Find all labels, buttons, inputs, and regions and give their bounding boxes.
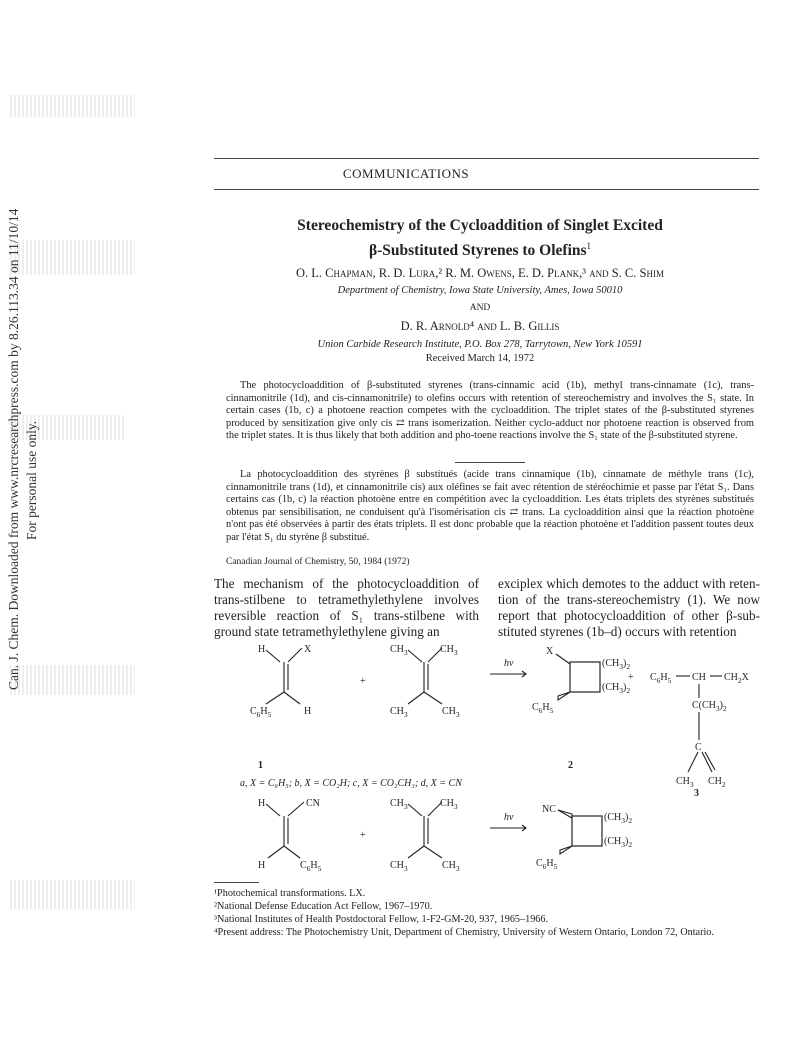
svg-text:CH3: $CH_3$: [390, 644, 408, 657]
plus-sign-3: +: [360, 830, 366, 841]
svg-text:NC: NC: [542, 804, 556, 815]
affiliation-1: Department of Chemistry, Iowa State University, Ames, Iowa 50010: [337, 285, 623, 296]
plus-sign-1: +: [360, 676, 366, 687]
footnote-2: ²National Defense Education Act Fellow, 1967–1970.: [214, 901, 433, 912]
title-footnote-mark: 1: [586, 241, 592, 251]
scan-artifact: [10, 95, 135, 117]
side-note-line1: Can. J. Chem. Downloaded from www.nrcresearchpress.com by 8.26.113.34 on 11/10/14: [6, 208, 21, 690]
substituent-legend: a, X = C₆H₅; b, X = CO₂H; c, X = CO₂CH₃; d, X = CN: [240, 778, 462, 789]
svg-text:H: H: [258, 798, 266, 809]
compound-label-1: 1: [258, 760, 263, 771]
svg-text:CH3: $CH_3$: [442, 706, 460, 719]
scan-artifact: [10, 880, 135, 910]
and-word: AND: [469, 303, 491, 313]
svg-text:H: H: [258, 860, 266, 871]
side-note-line2: For personal use only.: [24, 420, 39, 540]
received-date: Received March 14, 1972: [425, 353, 535, 364]
svg-text:C6H5: $C_6H_5$: [650, 672, 672, 685]
svg-text:C6H5: $C_6H_5$: [536, 858, 558, 871]
header-rule-bottom: [214, 189, 759, 190]
article-title: [210, 216, 750, 261]
svg-text:X: X: [304, 644, 312, 655]
section-header: COMMUNICATIONS: [342, 166, 470, 181]
reaction-scheme: [214, 640, 760, 880]
body-left-column: The mechanism of the photocycloaddition of trans-stilbene to tetramethylethylene involves reversible reaction of S₁ trans-stilbene with ground state tetramethylethylene giving an: [214, 576, 479, 639]
svg-text:CH2: $CH_2$: [708, 776, 726, 789]
abstract-french: La photocycloaddition des styrènes β substitués (acide trans cinnamique (1b), cinnamate de méthyle trans (1c), cinnamonitrile trans (1d), et cinnamonitrile cis) aux oléfines se fait avec rétention de stéréochimie et passe par l'état S₁. Dans certains cas (1b, c) la réaction photoène entre en compétition avec la cycloaddition. Les états triplets des styrènes substitués obtenus par sensibilisation, ne conduisent qu'à l'isomérisation cis ⇄ trans. La cycloaddition ainsi que la réaction photoène n'ont pas été observées à partir des états triplets. Il est donc probable que la réaction photoène et l'addition passent toutes deux par l'état S₁ du styrène β substitué.: [226, 469, 754, 543]
footnotes: [214, 887, 759, 939]
header-rule-top: [214, 158, 759, 159]
svg-text:(CH3)2: $(CH_3)_2$: [602, 682, 631, 695]
nitrile-cycloadduct-structure: [536, 804, 632, 871]
svg-text:C(CH3)2: $C(CH_3)_2$: [692, 700, 727, 713]
compound-label-3: 3: [694, 788, 699, 799]
svg-text:(CH3)2: $(CH_3)_2$: [604, 812, 633, 825]
svg-text:CN: CN: [306, 798, 320, 809]
svg-text:CH3: $CH_3$: [390, 798, 408, 811]
hv-label-1: hv: [504, 658, 514, 669]
compound-1-structure: [250, 644, 312, 719]
abstract-english: The photocycloaddition of β-substituted styrenes (trans-cinnamic acid (1b), methyl trans-cinnamate (1c), trans-cinnamonitrile (1d), and cis-cinnamonitrile) to olefins occurs with retention of stereochemistry and involves the S₁ state. In certain cases (1b, c) a photoene reaction competes with the cycloaddition. The triplet states of the β-substituted styrenes produced by sensitization give only cis ⇄ trans isomerization. Neither cyclo-adduct nor photoene reaction is observed from the triplet states. It is thus likely that both addition and pho-toene reactions involve the S₁ state of the β-substituted styrene.: [226, 380, 754, 442]
svg-text:CH3: $CH_3$: [390, 706, 408, 719]
footnote-rule: [214, 882, 259, 883]
svg-text:H: H: [304, 706, 312, 717]
authors-line2: D. R. Arnold⁴ and L. B. Gillis: [400, 319, 560, 333]
affiliation-2: Union Carbide Research Institute, P.O. Box 278, Tarrytown, New York 10591: [317, 339, 643, 350]
svg-text:CH3: $CH_3$: [676, 776, 694, 789]
svg-text:CH3: $CH_3$: [442, 860, 460, 873]
download-side-note: [5, 208, 45, 690]
footnote-1: ¹Photochemical transformations. LX.: [214, 888, 366, 899]
svg-text:CH: CH: [692, 672, 706, 683]
svg-text:(CH3)2: $(CH_3)_2$: [604, 836, 633, 849]
svg-text:CH3: $CH_3$: [440, 798, 458, 811]
svg-text:X: X: [546, 646, 554, 657]
authors-line1: O. L. Chapman, R. D. Lura,² R. M. Owens, E. D. Plank,³ and S. C. Shim: [296, 266, 664, 280]
body-right-column: exciplex which demotes to the adduct with reten-tion of the trans-stereochemistry (1). We now report that photocycloaddition of other β-sub-stituted styrenes (1b–d) occurs with retention: [498, 576, 760, 639]
svg-text:C: C: [695, 742, 702, 753]
journal-reference: Canadian Journal of Chemistry, 50, 1984 (1972): [226, 557, 410, 567]
title-line1: Stereochemistry of the Cycloaddition of Singlet Excited: [297, 217, 663, 234]
svg-text:C6H5: $C_6H_5$: [532, 702, 554, 715]
cis-cinnamonitrile-structure: [258, 798, 322, 873]
compound-2-structure: [532, 646, 630, 715]
tetramethylethylene-structure: [390, 644, 460, 719]
tetramethylethylene-structure-2: [390, 798, 460, 873]
svg-text:H: H: [258, 644, 266, 655]
title-line2: β-Substituted Styrenes to Olefins$^1$: [368, 241, 592, 260]
footnote-3: ³National Institutes of Health Postdoctoral Fellow, 1-F2-GM-20, 937, 1965–1966.: [214, 914, 549, 925]
svg-text:C6H5: $C_6H_5$: [300, 860, 322, 873]
hv-label-2: hv: [504, 812, 514, 823]
abstract-divider: [455, 462, 525, 463]
svg-text:C6H5: $C_6H_5$: [250, 706, 272, 719]
svg-text:CH3: $CH_3$: [440, 644, 458, 657]
svg-text:(CH3)2: $(CH_3)_2$: [602, 658, 631, 671]
plus-sign-2: +: [628, 672, 634, 683]
compound-label-2: 2: [568, 760, 573, 771]
compound-3-structure: [650, 672, 750, 789]
svg-text:CH3: $CH_3$: [390, 860, 408, 873]
svg-text:CH2X: $CH_2X$: [724, 672, 749, 685]
footnote-4: ⁴Present address: The Photochemistry Unit, Department of Chemistry, University of Western Ontario, London 72, Ontario.: [214, 927, 714, 938]
